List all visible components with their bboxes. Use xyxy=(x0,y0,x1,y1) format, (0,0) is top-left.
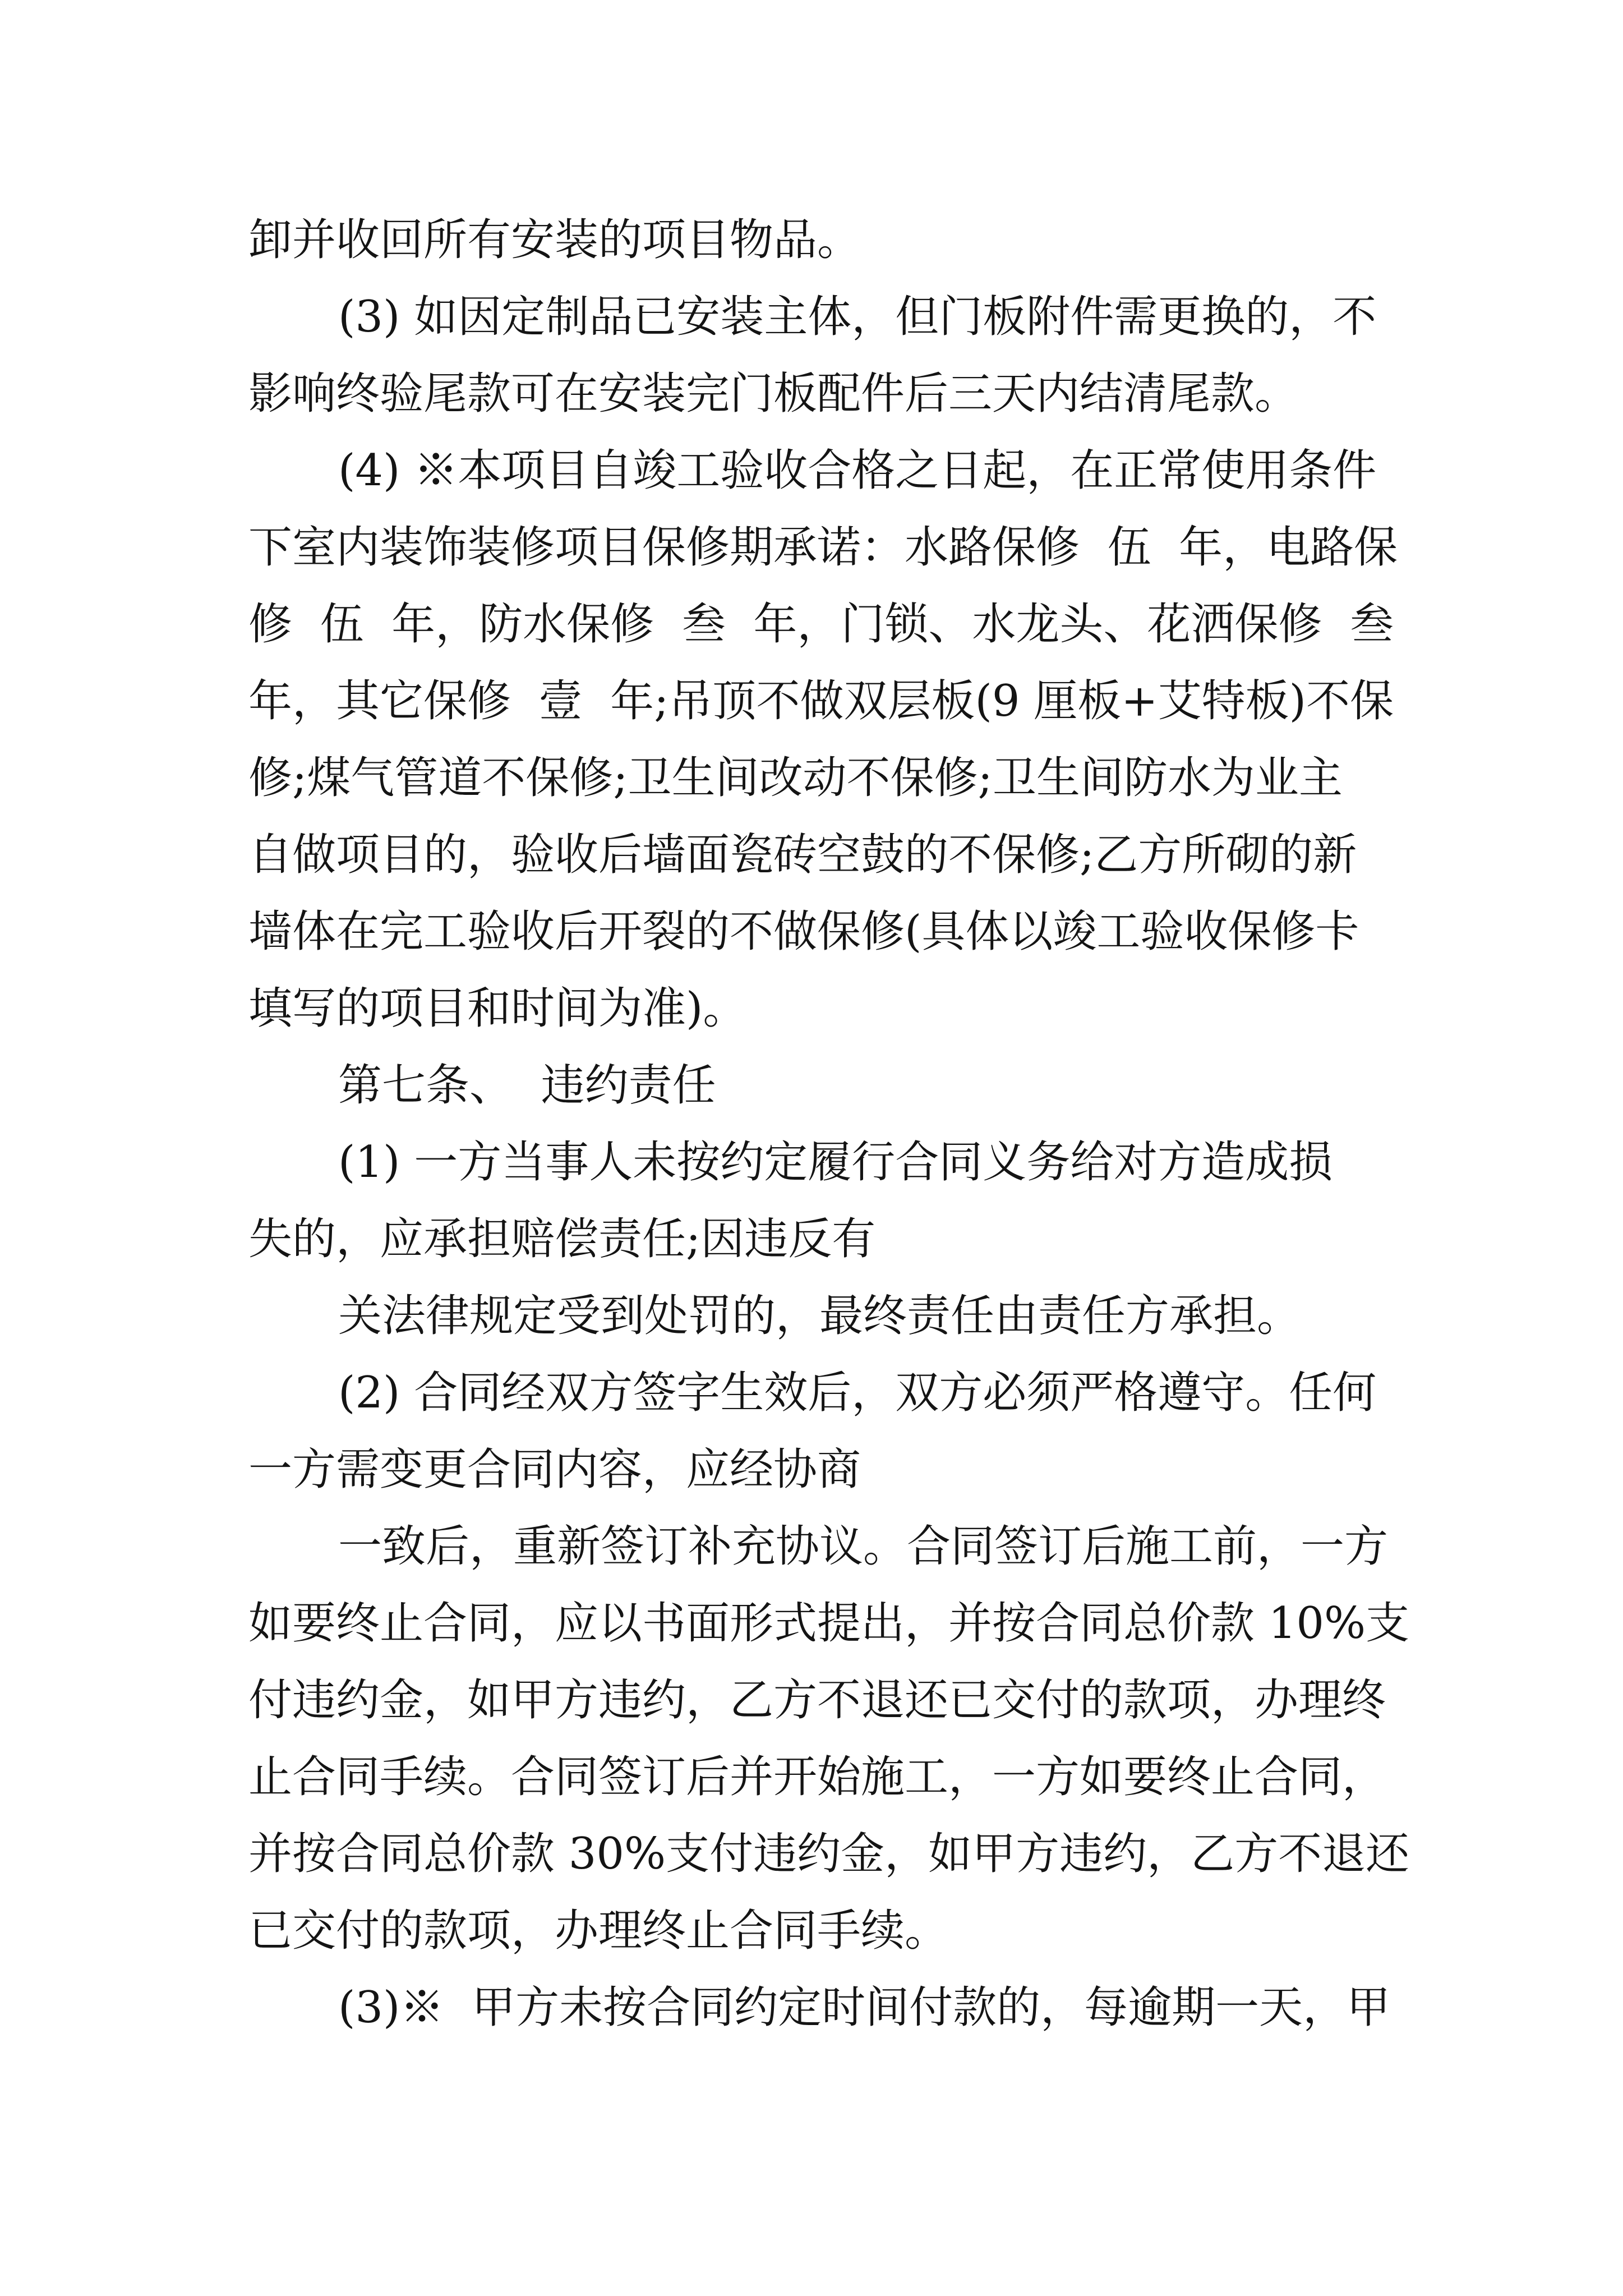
text-line: (1) 一方当事人未按约定履行合同义务给对方造成损 xyxy=(338,1137,1333,1188)
text-line: 付违约金，如甲方违约，乙方不退还已交付的款项，办理终 xyxy=(248,1675,1386,1726)
text-line: 失的，应承担赔偿责任;因违反有 xyxy=(248,1214,876,1264)
text-line: (3) 如因定制品已安装主体，但门板附件需更换的，不 xyxy=(338,292,1377,342)
section-heading: 第七条、 违约责任 xyxy=(338,1060,716,1111)
text-line: 关法律规定受到处罚的，最终责任由责任方承担。 xyxy=(338,1291,1301,1341)
text-line: 下室内装饰装修项目保修期承诺：水路保修 伍 年，电路保 xyxy=(248,522,1398,573)
text-line: (2) 合同经双方签字生效后，双方必须严格遵守。任何 xyxy=(338,1368,1377,1418)
text-line: 如要终止合同，应以书面形式提出，并按合同总价款 10%支 xyxy=(248,1598,1410,1649)
text-line: 年，其它保修 壹 年;吊顶不做双层板(9 厘板+艾特板)不保 xyxy=(248,676,1394,726)
text-line: 卸并收回所有安装的项目物品。 xyxy=(248,215,861,265)
text-line: 一方需变更合同内容，应经协商 xyxy=(248,1444,861,1495)
text-line: 墙体在完工验收后开裂的不做保修(具体以竣工验收保修卡 xyxy=(248,907,1359,957)
text-line: 自做项目的，验收后墙面瓷砖空鼓的不保修;乙方所砌的新 xyxy=(248,830,1357,880)
text-line: 影响终验尾款可在安装完门板配件后三天内结清尾款。 xyxy=(248,369,1299,419)
text-line: 并按合同总价款 30%支付违约金，如甲方违约，乙方不退还 xyxy=(248,1829,1410,1879)
text-line: (4) ※本项目自竣工验收合格之日起，在正常使用条件 xyxy=(338,445,1377,496)
text-line: 修;煤气管道不保修;卫生间改动不保修;卫生间防水为业主 xyxy=(248,753,1343,803)
text-line: (3)※ 甲方未按合同约定时间付款的，每逾期一天，甲 xyxy=(338,1982,1391,2033)
text-line: 填写的项目和时间为准)。 xyxy=(248,983,747,1034)
text-line: 修 伍 年，防水保修 叁 年，门锁、水龙头、花洒保修 叁 xyxy=(248,599,1394,650)
text-line: 一致后，重新签订补充协议。合同签订后施工前，一方 xyxy=(338,1521,1389,1572)
text-line: 已交付的款项，办理终止合同手续。 xyxy=(248,1906,949,1956)
text-line: 止合同手续。合同签订后并开始施工，一方如要终止合同， xyxy=(248,1752,1386,1802)
